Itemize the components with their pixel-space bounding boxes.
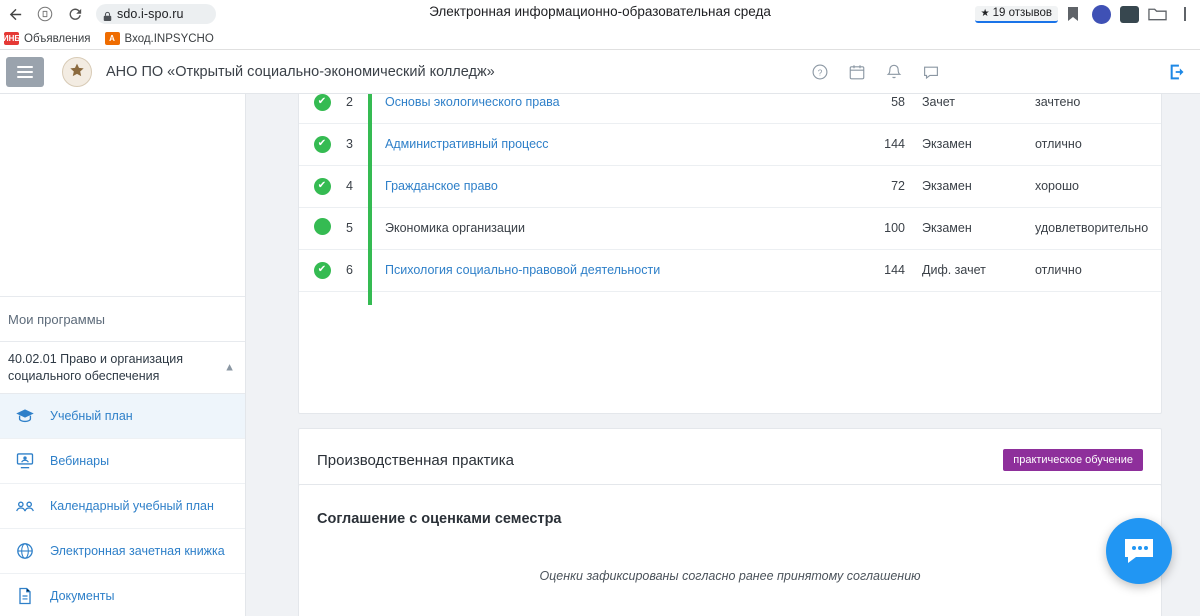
graduation-cap-icon xyxy=(12,404,38,428)
sidebar-item-label: Электронная зачетная книжка xyxy=(50,544,225,558)
agreement-text: Оценки зафиксированы согласно ранее принятому соглашению xyxy=(539,569,921,583)
sidebar-item-label: Календарный учебный план xyxy=(50,499,214,513)
sidebar-section-title: Мои программы xyxy=(0,297,245,342)
left-sidebar xyxy=(0,94,246,616)
sidebar-item-documents[interactable] xyxy=(0,574,245,616)
row-hours: 100 xyxy=(851,207,921,249)
browser-page-title: Электронная информационно-образовательная среда xyxy=(429,4,771,19)
sidebar-item-study-plan[interactable] xyxy=(0,394,245,439)
row-status-check xyxy=(299,207,345,249)
more-extension-icon[interactable] xyxy=(1172,1,1198,27)
logout-icon[interactable] xyxy=(1166,60,1190,84)
check-icon: ✔ xyxy=(314,178,331,195)
agreement-card xyxy=(298,484,1162,616)
row-mark[interactable]: зачтено xyxy=(1031,94,1161,123)
row-control-form: Диф. зачет xyxy=(921,249,1031,291)
row-number: 5 xyxy=(345,207,377,249)
row-hours: 144 xyxy=(851,249,921,291)
row-teacher xyxy=(671,94,851,123)
row-mark[interactable]: отлично xyxy=(1031,123,1161,165)
sidebar-item-label: Учебный план xyxy=(50,409,133,423)
discipline-link[interactable]: Основы экологического права xyxy=(385,94,560,109)
table-row[interactable] xyxy=(299,165,1161,207)
address-bar-url: sdo.i-spo.ru xyxy=(117,7,184,21)
chat-icon[interactable] xyxy=(921,63,940,82)
row-status-check xyxy=(299,123,345,165)
address-bar[interactable] xyxy=(96,4,216,24)
sidebar-program-selector[interactable] xyxy=(0,342,245,394)
row-control-form: Экзамен xyxy=(921,123,1031,165)
document-icon xyxy=(12,584,38,608)
row-hours: 144 xyxy=(851,123,921,165)
bookmark-label: Вход.INPSYCHO xyxy=(124,32,214,45)
svg-text:?: ? xyxy=(817,68,822,78)
bookmark-label: Объявления xyxy=(24,32,91,45)
grades-card xyxy=(298,94,1162,414)
row-mark: удовлетворительно xyxy=(1031,207,1161,249)
row-status-check xyxy=(299,249,345,291)
reviews-badge-label: 19 отзывов xyxy=(992,7,1052,19)
sidebar-item-label: Вебинары xyxy=(50,454,110,468)
row-number: 4 xyxy=(345,165,377,207)
lock-icon xyxy=(103,9,112,20)
chat-bubble-icon[interactable] xyxy=(1106,518,1172,584)
status-badge: практическое обучение xyxy=(1003,449,1143,471)
table-row[interactable] xyxy=(299,207,1161,249)
table-row[interactable] xyxy=(299,249,1161,291)
practice-title: Производственная практика xyxy=(317,451,515,469)
reload-icon[interactable] xyxy=(60,0,90,28)
row-status-check xyxy=(299,94,345,123)
agreement-title: Соглашение с оценками семестра xyxy=(317,511,562,527)
bookmark-flag-icon[interactable] xyxy=(1060,1,1086,27)
header-icon-group xyxy=(810,50,940,94)
check-icon: ✔ xyxy=(314,262,331,279)
calendar-extension-icon[interactable] xyxy=(1116,1,1142,27)
reviews-badge[interactable] xyxy=(975,6,1058,23)
star-icon: ★ xyxy=(980,7,990,19)
discipline-link[interactable]: Психология социально-правовой деятельности xyxy=(385,263,661,277)
browser-toolbar xyxy=(0,0,1200,28)
organization-name: АНО ПО «Открытый социально-экономический колледж» xyxy=(106,63,495,80)
sidebar-item-label: Документы xyxy=(50,589,115,603)
row-teacher xyxy=(671,249,851,291)
bookmark-item-announcements[interactable] xyxy=(4,32,91,45)
main-content xyxy=(246,94,1200,616)
calendar-icon[interactable] xyxy=(847,63,866,82)
row-control-form: Экзамен xyxy=(921,207,1031,249)
row-mark[interactable]: хорошо xyxy=(1031,165,1161,207)
check-icon xyxy=(314,218,331,235)
table-row[interactable] xyxy=(299,94,1161,123)
row-hours: 72 xyxy=(851,165,921,207)
row-control-form: Экзамен xyxy=(921,165,1031,207)
sidebar-item-webinars[interactable] xyxy=(0,439,245,484)
row-hours: 58 xyxy=(851,94,921,123)
discipline-link[interactable]: Гражданское право xyxy=(385,179,498,193)
row-teacher xyxy=(671,123,851,165)
row-number: 3 xyxy=(345,123,377,165)
sidebar-item-record-book[interactable] xyxy=(0,529,245,574)
row-teacher xyxy=(671,207,851,249)
bell-icon[interactable] xyxy=(884,63,903,82)
sidebar-top-blank xyxy=(0,94,245,297)
globe-extension-icon[interactable] xyxy=(1088,1,1114,27)
forward-arrow-icon[interactable] xyxy=(30,0,60,28)
row-teacher xyxy=(671,165,851,207)
sidebar-program-label: 40.02.01 Право и организация социального обеспечения xyxy=(8,351,184,383)
practice-header xyxy=(299,429,1161,491)
row-number: 6 xyxy=(345,249,377,291)
calendar-plan-icon xyxy=(12,494,38,518)
help-icon[interactable] xyxy=(810,63,829,82)
menu-toggle-button[interactable] xyxy=(6,57,44,87)
browser-extensions xyxy=(975,0,1200,28)
row-mark[interactable]: отлично xyxy=(1031,249,1161,291)
back-arrow-icon[interactable] xyxy=(0,0,30,28)
check-icon: ✔ xyxy=(314,136,331,153)
folder-extension-icon[interactable] xyxy=(1144,1,1170,27)
chevron-up-icon: ▲ xyxy=(224,361,235,374)
app-header xyxy=(0,50,1200,94)
emblem-icon xyxy=(62,57,92,87)
bookmark-item-inpsycho[interactable] xyxy=(105,32,214,45)
row-control-form: Зачет xyxy=(921,94,1031,123)
grades-table xyxy=(299,94,1161,292)
table-row[interactable] xyxy=(299,123,1161,165)
bookmarks-bar xyxy=(0,28,1200,50)
globe-icon xyxy=(12,539,38,563)
row-number: 2 xyxy=(345,94,377,123)
check-icon: ✔ xyxy=(314,94,331,111)
row-status-check xyxy=(299,165,345,207)
progress-timeline xyxy=(368,94,372,305)
sidebar-item-calendar-plan[interactable] xyxy=(0,484,245,529)
discipline-link[interactable]: Административный процесс xyxy=(385,137,549,151)
inpsycho-favicon: A xyxy=(105,32,120,45)
presentation-icon xyxy=(12,449,38,473)
announcements-favicon: ИНБ xyxy=(2,34,21,43)
discipline-label: Экономика организации xyxy=(385,221,525,235)
